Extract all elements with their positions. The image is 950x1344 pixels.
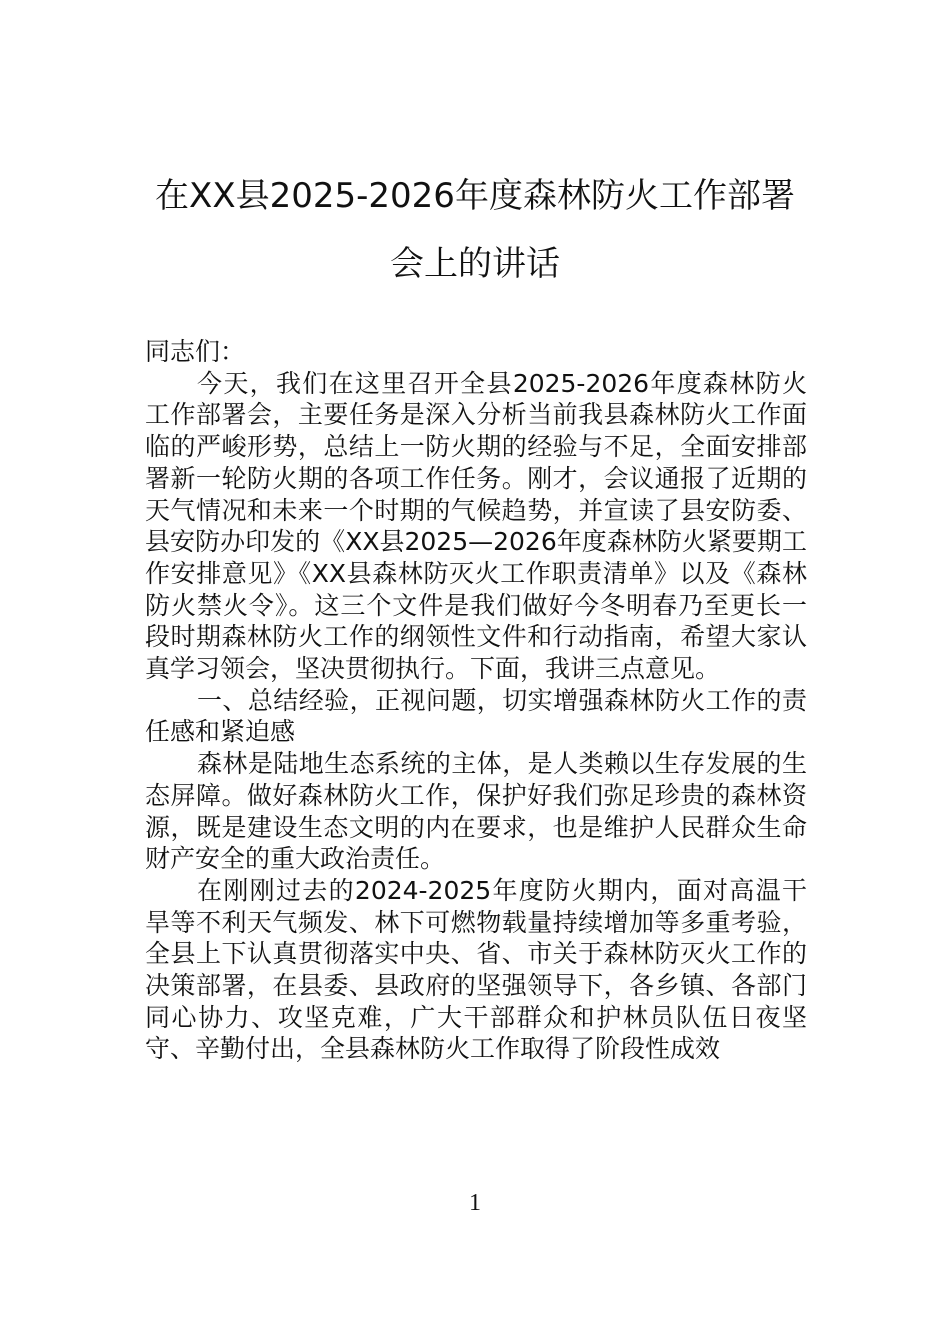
- section1-paragraph-1: 森林是陆地生态系统的主体，是人类赖以生存发展的生态屏障。做好森林防火工作，保护好我们弥足珍贵的森林资源，既是建设生态文明的内在要求，也是维护人民群众生命财产安全的重大政治责任。: [145, 749, 807, 874]
- salutation: 同志们：: [145, 337, 246, 366]
- section1-paragraph-2: 在刚刚过去的2024-2025年度防火期内，面对高温干旱等不利天气频发、林下可燃物载量持续增加等多重考验，全县上下认真贯彻落实中央、省、市关于森林防灭火工作的决策部署，在县委、县政府的坚强领导下，各乡镇、各部门同心协力、攻坚克难，广大干部群众和护林员队伍日夜坚守、辛勤付出，全县森林防火工作取得了阶段性成效: [145, 875, 807, 1064]
- page-number: 1: [469, 1190, 481, 1216]
- document-body: [145, 336, 807, 1065]
- document-title-line-2: 会上的讲话: [390, 244, 560, 284]
- document-title-line-1: 在XX县2025-2026年度森林防火工作部署: [155, 176, 795, 216]
- intro-paragraph: 今天，我们在这里召开全县2025-2026年度森林防火工作部署会，主要任务是深入分析当前我县森林防火工作面临的严峻形势，总结上一防火期的经验与不足，全面安排部署新一轮防火期的各项工作任务。刚才，会议通报了近期的天气情况和未来一个时期的气候趋势，并宣读了县安防委、县安防办印发的《XX县2025—2026年度森林防火紧要期工作安排意见》《XX县森林防灭火工作职责清单》以及《森林防火禁火令》。这三个文件是我们做好今冬明春乃至更长一段时期森林防火工作的纲领性文件和行动指南，希望大家认真学习领会，坚决贯彻执行。下面，我讲三点意见。: [145, 368, 807, 684]
- section-heading-1: 一、总结经验，正视问题，切实增强森林防火工作的责任感和紧迫感: [145, 685, 807, 747]
